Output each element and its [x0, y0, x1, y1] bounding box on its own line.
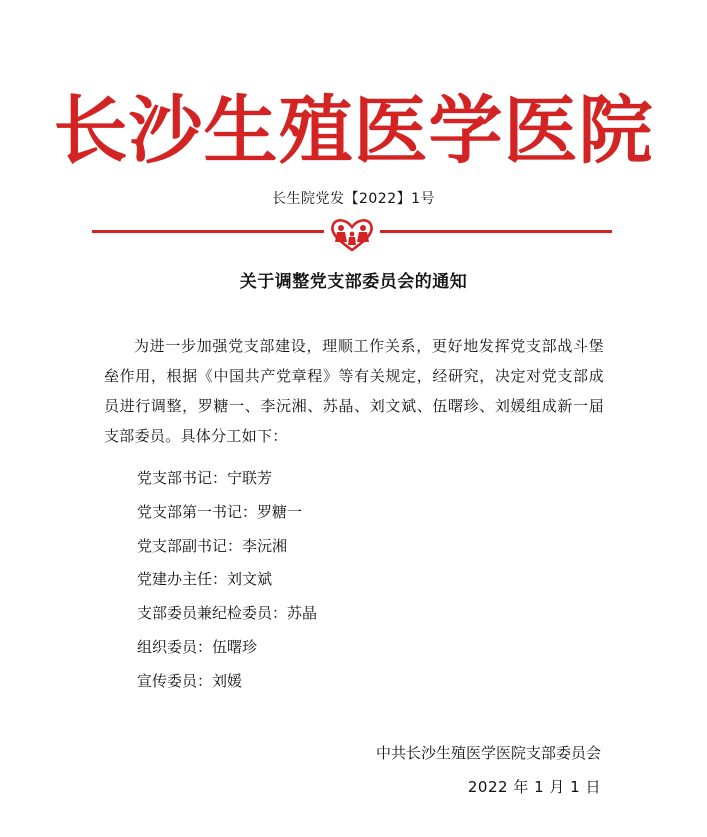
notice-body-paragraph: 为进一步加强党支部建设，理顺工作关系，更好地发挥党支部战斗堡垒作用，根据《中国共产党章程》等有关规定，经研究，决定对党支部成员进行调整，罗糖一、李沅湘、苏晶、刘文斌、伍曙珍、刘媛组成新一届支部委员。具体分工如下： — [104, 337, 604, 445]
role-line-organization-member: 组织委员：伍曙珍 — [137, 637, 258, 656]
header-divider — [92, 214, 612, 254]
issuer-signature: 中共长沙生殖医学医院支部委员会 — [375, 744, 601, 762]
document-number: 长生院党发【2022】1号 — [271, 191, 436, 207]
family-heart-emblem-icon — [324, 214, 380, 254]
role-line-first-secretary: 党支部第一书记：罗糖一 — [137, 502, 303, 521]
role-line-party-office-director: 党建办主任：刘文斌 — [137, 570, 273, 589]
divider-line-left — [92, 230, 324, 233]
role-line-secretary: 党支部书记：宁联芳 — [137, 469, 273, 487]
divider-line-right — [380, 230, 612, 233]
role-line-publicity-member: 宣传委员：刘媛 — [137, 671, 243, 690]
role-line-deputy-secretary: 党支部副书记：李沅湘 — [137, 536, 288, 555]
hospital-name-header: 长沙生殖医学医院 — [53, 88, 654, 174]
role-line-discipline-member: 支部委员兼纪检委员：苏晶 — [137, 604, 318, 623]
notice-title: 关于调整党支部委员会的通知 — [239, 272, 468, 292]
issue-date: 2022 年 1 月 1 日 — [467, 778, 601, 796]
role-assignment-list — [137, 463, 317, 700]
